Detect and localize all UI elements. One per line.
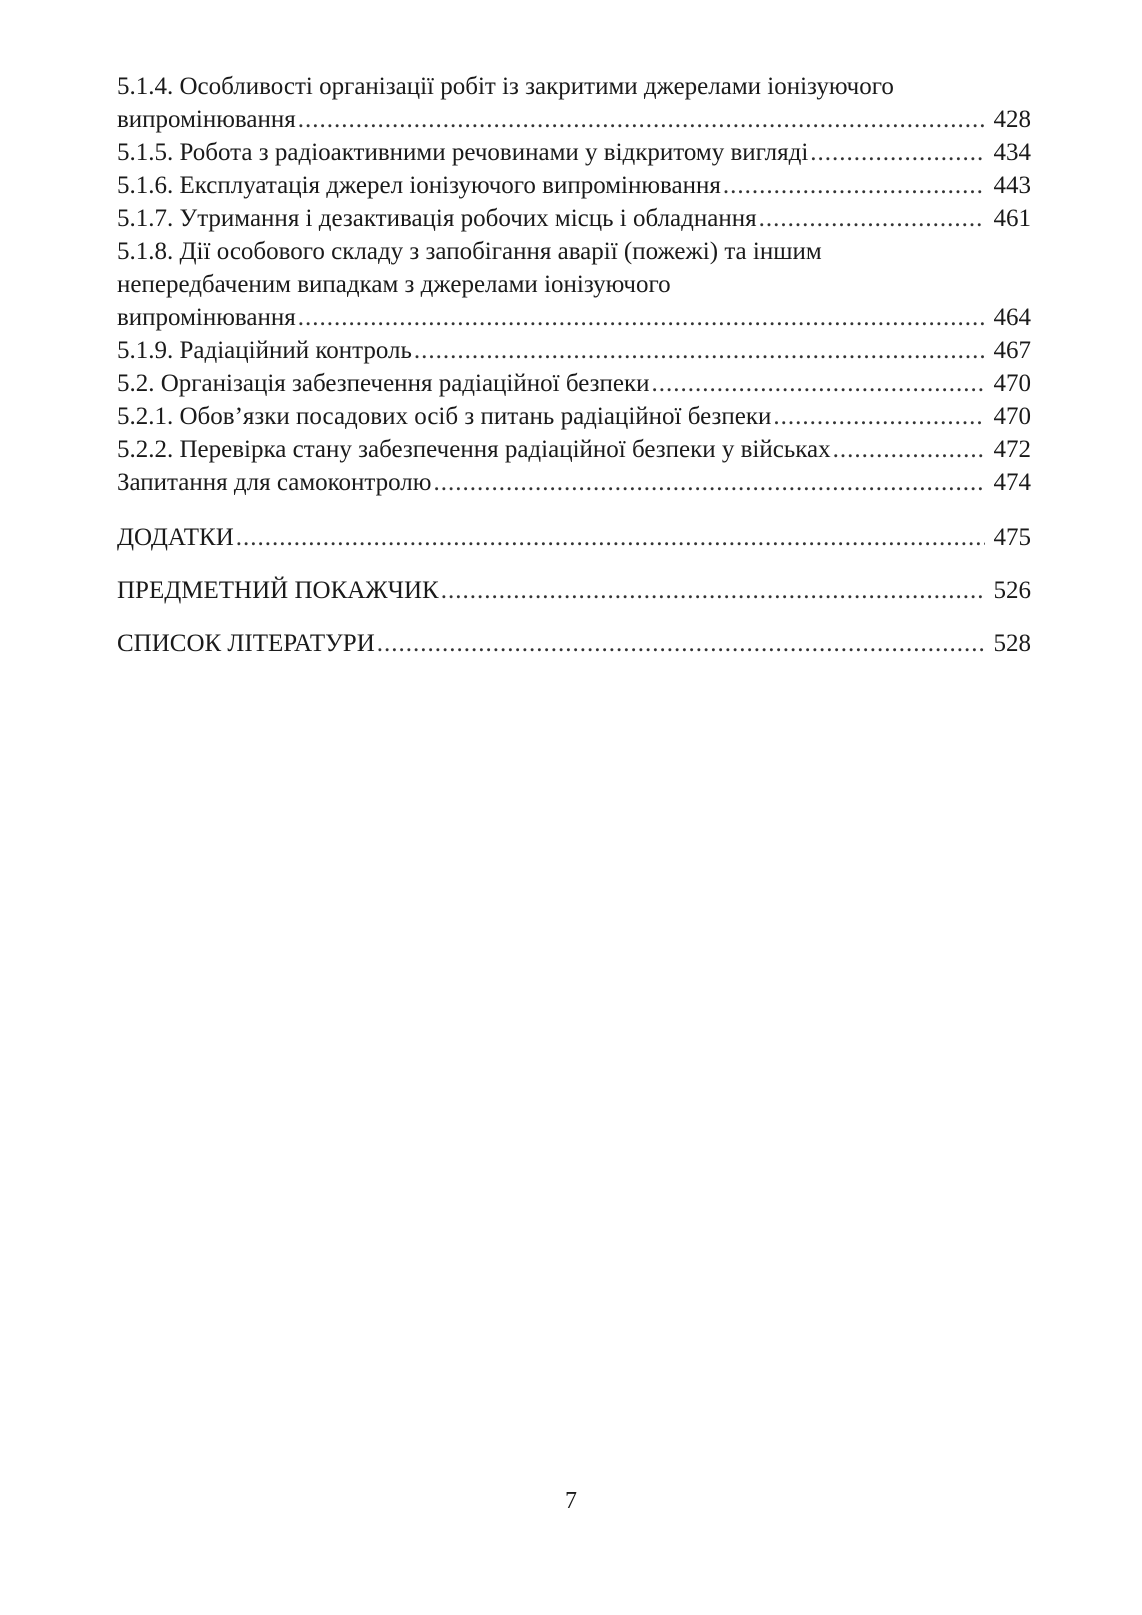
toc-entry-line[interactable]	[117, 103, 1031, 136]
toc-page-number: 467	[993, 337, 1031, 364]
toc-entry-line[interactable]	[117, 202, 1031, 235]
dot-leader	[441, 574, 985, 607]
toc-page-number: 428	[993, 106, 1031, 133]
toc-entry-line	[117, 268, 1031, 301]
toc-page-number: 475	[993, 524, 1031, 551]
toc-entry-text: 5.2. Організація забезпечення радіаційної безпеки	[117, 370, 650, 397]
page-number-footer: 7	[565, 1488, 577, 1514]
toc-entry-line[interactable]	[117, 334, 1031, 367]
toc-entry-line	[117, 70, 1031, 103]
toc-entry-text: 5.2.2. Перевірка стану забезпечення радіаційної безпеки у військах	[117, 436, 831, 463]
toc-entry-line[interactable]	[117, 433, 1031, 466]
dot-leader	[723, 169, 985, 202]
toc-section-title: ДОДАТКИ	[117, 524, 234, 551]
toc-entry-text: випромінювання	[117, 106, 296, 133]
toc-entry-line[interactable]	[117, 301, 1031, 334]
toc-entry-line[interactable]	[117, 466, 1031, 499]
toc-page-number: 474	[993, 469, 1031, 496]
toc-page-number: 528	[993, 630, 1031, 657]
toc-entry-line	[117, 235, 1031, 268]
toc-page-number: 470	[993, 370, 1031, 397]
toc-section-title: СПИСОК ЛІТЕРАТУРИ	[117, 630, 375, 657]
toc-page-number: 526	[993, 577, 1031, 604]
toc-entry-text: 5.2.1. Обов’язки посадових осіб з питань радіаційної безпеки	[117, 403, 772, 430]
spacer	[117, 607, 1031, 627]
toc-entry-text: 5.1.7. Утримання і дезактивація робочих місць і обладнання	[117, 205, 757, 232]
dot-leader	[433, 466, 985, 499]
dot-leader	[377, 627, 985, 660]
toc-page-number: 470	[993, 403, 1031, 430]
toc-entry-text: непередбаченим випадкам з джерелами іонізуючого	[117, 271, 671, 298]
toc-entry-text: 5.1.9. Радіаційний контроль	[117, 337, 412, 364]
table-of-contents	[117, 70, 1031, 660]
toc-page-number: 434	[993, 139, 1031, 166]
toc-entry-line[interactable]	[117, 400, 1031, 433]
dot-leader	[773, 400, 985, 433]
toc-entry-text: 5.1.8. Дії особового складу з запобігання аварії (пожежі) та іншим	[117, 238, 822, 265]
spacer	[117, 499, 1031, 521]
dot-leader	[810, 136, 985, 169]
toc-section-line[interactable]	[117, 521, 1031, 554]
dot-leader	[236, 521, 985, 554]
toc-page-number: 443	[993, 172, 1031, 199]
toc-entry-line[interactable]	[117, 367, 1031, 400]
toc-entry-text: 5.1.6. Експлуатація джерел іонізуючого випромінювання	[117, 172, 721, 199]
toc-entry-text: 5.1.5. Робота з радіоактивними речовинами у відкритому вигляді	[117, 139, 809, 166]
toc-entry-text: 5.1.4. Особливості організації робіт із закритими джерелами іонізуючого	[117, 73, 894, 100]
dot-leader	[298, 301, 985, 334]
dot-leader	[759, 202, 985, 235]
toc-section-line[interactable]	[117, 627, 1031, 660]
dot-leader	[833, 433, 985, 466]
toc-page-number: 472	[993, 436, 1031, 463]
toc-section-line[interactable]	[117, 574, 1031, 607]
spacer	[117, 554, 1031, 574]
toc-page-number: 461	[993, 205, 1031, 232]
toc-entry-text: Запитання для самоконтролю	[117, 469, 432, 496]
toc-entry-text: випромінювання	[117, 304, 296, 331]
dot-leader	[414, 334, 985, 367]
toc-entry-line[interactable]	[117, 136, 1031, 169]
toc-section-title: ПРЕДМЕТНИЙ ПОКАЖЧИК	[117, 577, 439, 604]
toc-page-number: 464	[993, 304, 1031, 331]
dot-leader	[298, 103, 985, 136]
toc-entry-line[interactable]	[117, 169, 1031, 202]
dot-leader	[652, 367, 986, 400]
